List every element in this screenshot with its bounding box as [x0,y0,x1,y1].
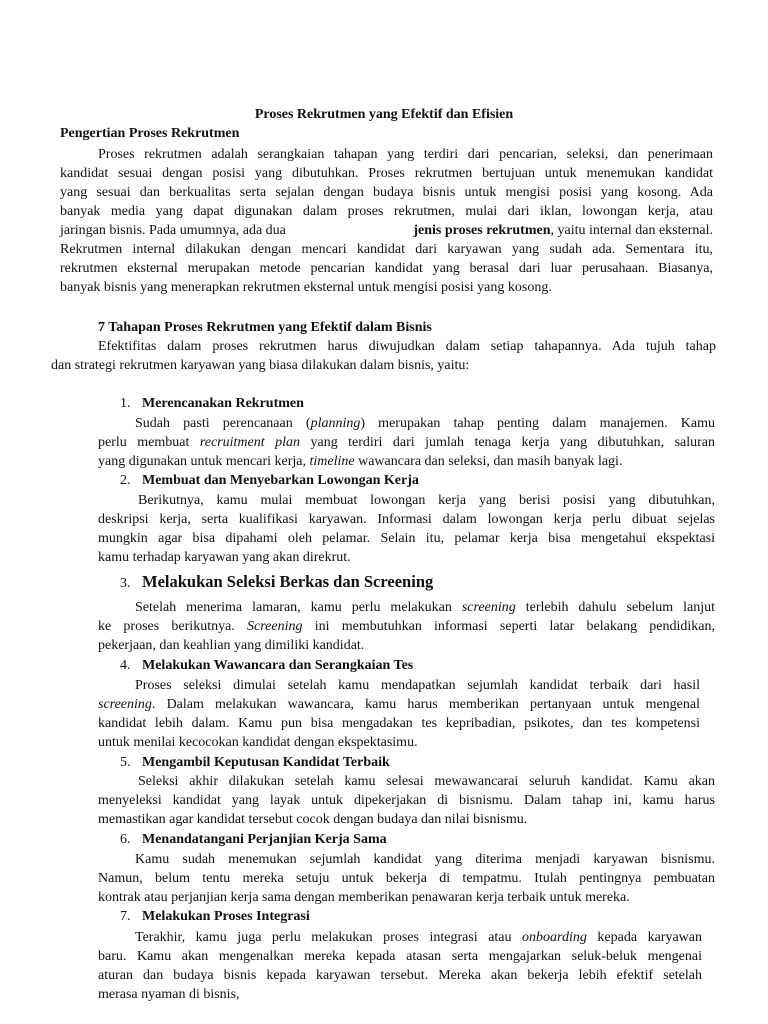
step-body-line: Kamu sudah menemukan sejumlah kandidat yang diterima menjadi karyawan bisnismu. [135,852,715,867]
step-body-text: Sudah pasti perencanaan ( [135,416,311,431]
paragraph-line: rekrutmen eksternal merupakan metode pencarian kandidat yang berasal dari luar perusahaan. Biasanya, [60,261,713,276]
step-body-line: Seleksi akhir dilakukan setelah kamu selesai mewawancarai seluruh kandidat. Kamu akan [138,774,715,789]
step-body-text: Terakhir, kamu juga perlu melakukan proses integrasi atau [135,930,523,945]
italic-term: onboarding [522,930,587,945]
paragraph-line: kandidat sesuai dengan posisi yang dibutuhkan. Proses rekrutmen bertujuan untuk menemukan kandidat [60,166,713,181]
step-body-line: untuk menilai kecocokan kandidat dengan ekspektasimu. [98,735,418,750]
step-number: 1. [120,396,131,411]
step-number: 2. [120,473,131,488]
step-title: Merencanakan Rekrutmen [142,396,304,411]
paragraph-line: Efektifitas dalam proses rekrutmen harus diwujudkan dalam setiap tahapannya. Ada tujuh tahap [98,339,716,354]
step-body-line: memastikan agar kandidat tersebut cocok dengan budaya dan nilai bisnismu. [98,812,528,827]
step-number: 4. [120,658,131,673]
step-heading [120,656,413,675]
step-heading [120,572,433,593]
document-title: Proses Rekrutmen yang Efektif dan Efisien [254,107,514,122]
step-body-line [135,928,702,947]
paragraph-line: Rekrutmen internal dilakukan dengan mencari kandidat dari karyawan yang sudah ada. Sementara itu, [60,242,713,257]
step-heading [120,471,419,490]
step-body-text: . Dalam melakukan wawancara, kamu harus memberikan pertanyaan untuk mengenal [151,697,700,712]
italic-term: timeline [309,454,355,469]
step-body-line: kandidat lebih dalam. Kamu pun bisa mengadakan tes kepribadian, psikotes, dan tes kompetensi [98,716,700,731]
paragraph-line: banyak media yang dapat digunakan dalam proses rekrutmen, mulai dari iklan, lowongan kerja, atau [60,204,713,219]
step-body-line: kontrak atau perjanjian kerja sama dengan memberikan penawaran kerja terbaik untuk mereka. [98,890,630,905]
step-heading [120,394,304,413]
step-body-text: ini membutuhkan informasi seperti latar belakang pendidikan, [302,619,715,634]
step-body-line [98,695,700,714]
step-body-text: yang digunakan untuk mencari kerja, [98,454,310,469]
section-heading-tahapan: 7 Tahapan Proses Rekrutmen yang Efektif dalam Bisnis [98,320,432,335]
paragraph-text: , yaitu internal dan eksternal. [550,223,713,238]
paragraph-line: yang sesuai dan berkualitas serta sejalan dengan budaya bisnis untuk mengisi posisi yang kosong. Ada [60,185,713,200]
section-heading-pengertian: Pengertian Proses Rekrutmen [60,126,240,141]
paragraph-text: jaringan bisnis. Pada umumnya, ada dua [60,223,286,238]
step-body-line: Namun, belum tentu mereka setuju untuk bekerja di tempatmu. Itulah pentingnya pembuatan [98,871,715,886]
step-body-text: yang terdiri dari jumlah tenaga kerja yang dibutuhkan, saluran [300,435,716,450]
step-number: 5. [120,755,131,770]
step-body-line: Berikutnya, kamu mulai membuat lowongan kerja yang berisi posisi yang dibutuhkan, [138,493,715,508]
step-number: 3. [120,576,131,591]
step-body-line [135,414,715,433]
step-body-line: aturan dan budaya bisnis kepada karyawan tersebut. Mereka akan bekerja lebih efektif setelah [98,968,702,983]
step-title: Melakukan Seleksi Berkas dan Screening [142,572,434,591]
step-heading [120,830,387,849]
step-body-text: ke proses berikutnya. [98,619,248,634]
step-body-line [135,598,715,617]
italic-term: screening [461,600,516,615]
step-number: 6. [120,832,131,847]
step-body-line: pekerjaan, dan keahlian yang dimiliki kandidat. [98,638,365,653]
paragraph-line: Proses rekrutmen adalah serangkaian tahapan yang terdiri dari pencarian, seleksi, dan penerimaan [98,147,713,162]
italic-term: planning [310,416,361,431]
step-body-text: kepada karyawan [586,930,702,945]
step-body-line [98,617,715,636]
italic-term: screening [98,697,152,712]
step-body-line: Proses seleksi dimulai setelah kamu mendapatkan sejumlah kandidat terbaik dari hasil [135,678,700,693]
step-body-line [98,433,715,452]
step-body-text: wawancara dan seleksi, dan masih banyak lagi. [354,454,623,469]
bold-term-jenis-proses-rekrutmen: jenis proses rekrutmen [413,223,551,238]
step-body-text: terlebih dahulu sebelum lanjut [515,600,715,615]
paragraph-line: banyak bisnis yang menerapkan rekrutmen eksternal untuk mengisi posisi yang kosong. [60,280,552,295]
step-title: Mengambil Keputusan Kandidat Terbaik [142,755,390,770]
step-body-line [98,452,622,471]
paragraph-line-mixed [60,221,713,240]
italic-term: recruitment plan [199,435,300,450]
step-body-text: ) merupakan tahap penting dalam manajemen. Kamu [360,416,715,431]
step-number: 7. [120,909,131,924]
step-body-line: deskripsi kerja, serta kualifikasi karyawan. Informasi dalam lowongan kerja perlu dibuat sejelas [98,512,715,527]
step-body-text: perlu membuat [98,435,200,450]
step-body-text: Setelah menerima lamaran, kamu perlu melakukan [135,600,462,615]
step-body-line: menyeleksi kandidat yang layak untuk dipekerjakan di bisnismu. Dalam tahap ini, kamu harus [98,793,715,808]
paragraph-line: dan strategi rekrutmen karyawan yang biasa dilakukan dalam bisnis, yaitu: [51,358,470,373]
step-title: Melakukan Proses Integrasi [142,909,310,924]
step-body-line: merasa nyaman di bisnis, [98,987,240,1002]
step-body-line: mungkin agar bisa dipahami oleh pelamar. Selain itu, pelamar kerja bisa mengetahui ekspektasi [98,531,715,546]
step-body-line: baru. Kamu akan mengenalkan mereka kepada atasan serta mengajarkan seluk-beluk mengenai [98,949,702,964]
step-title: Menandatangani Perjanjian Kerja Sama [142,832,387,847]
step-heading [120,907,310,926]
step-title: Melakukan Wawancara dan Serangkaian Tes [142,658,414,673]
step-title: Membuat dan Menyebarkan Lowongan Kerja [142,473,419,488]
italic-term: Screening [247,619,303,634]
step-heading [120,753,390,772]
step-body-line: kamu terhadap karyawan yang akan direkrut. [98,550,351,565]
